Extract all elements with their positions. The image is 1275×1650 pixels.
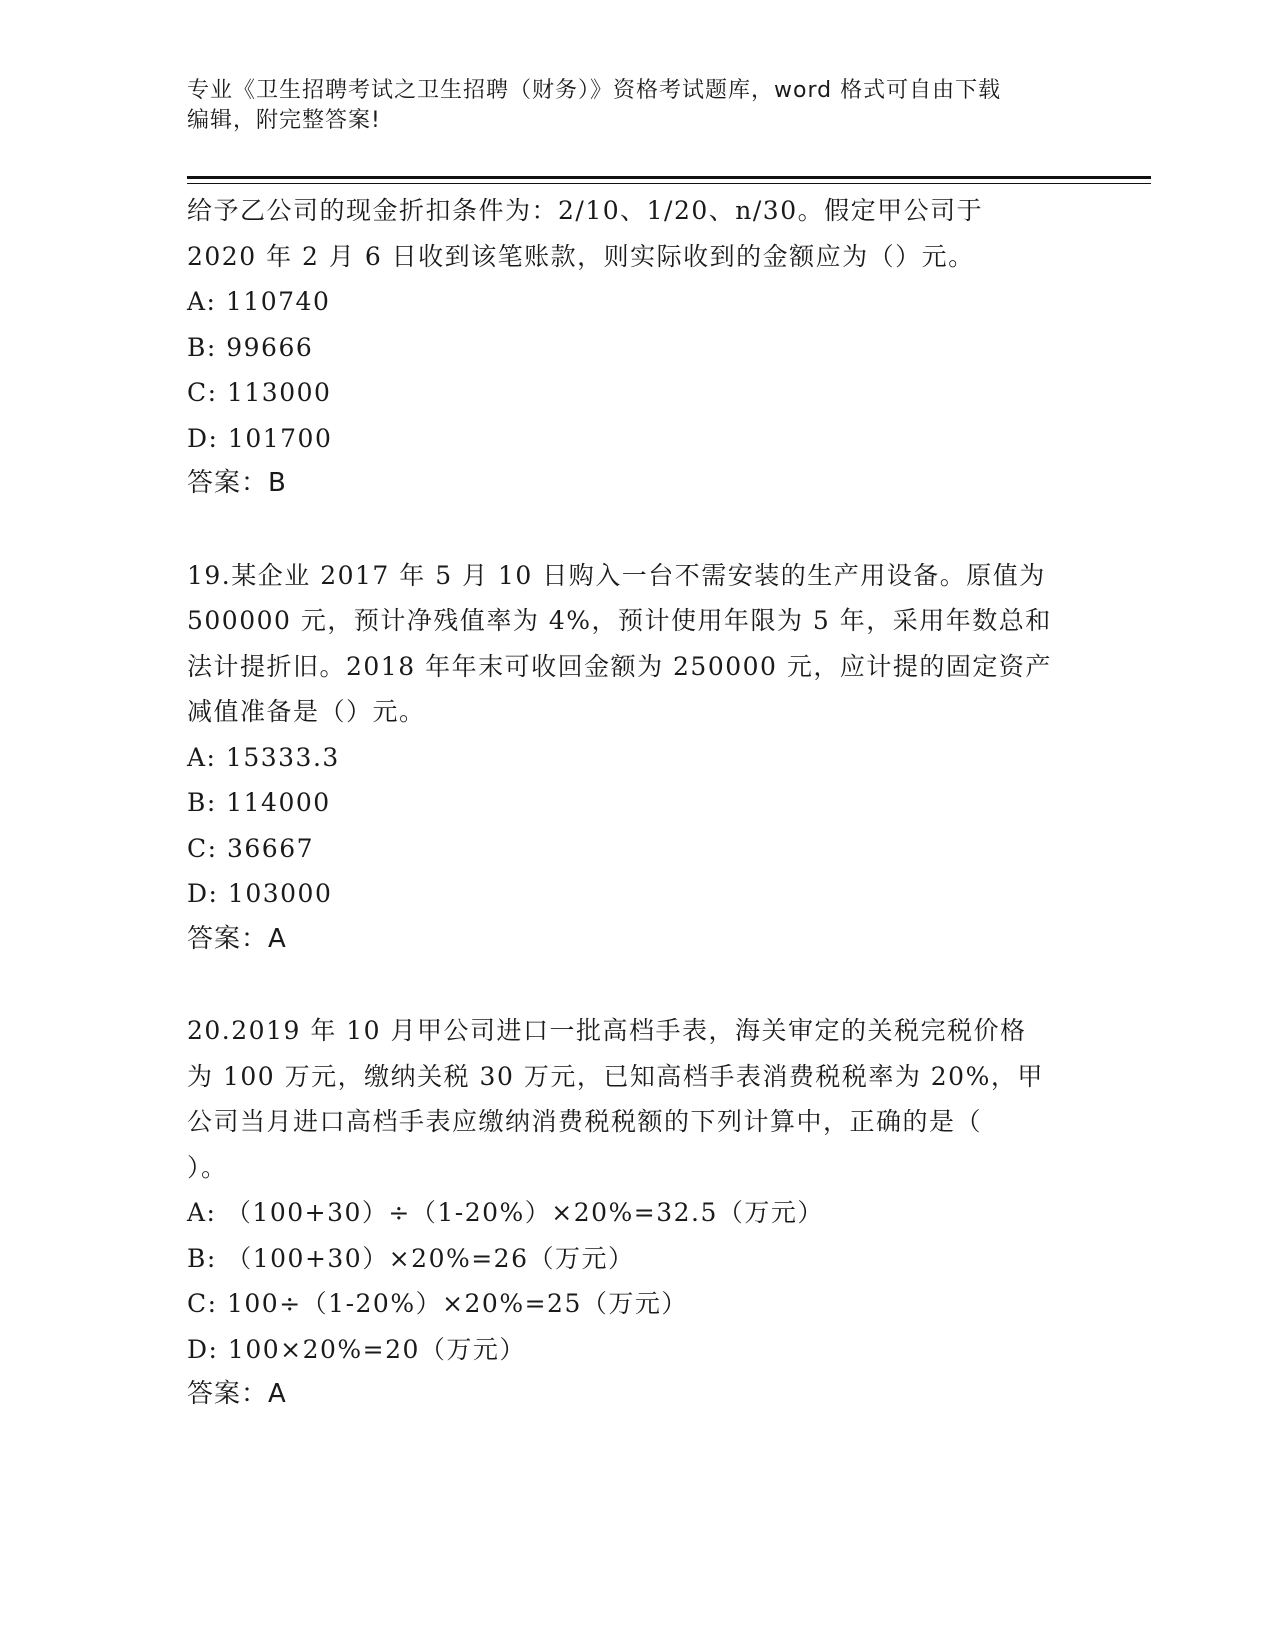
question-19 <box>187 553 1087 963</box>
header-title-line-2: 编辑，附完整答案! <box>187 108 381 133</box>
question-18 <box>187 188 1087 507</box>
question-stem-line: 给予乙公司的现金折扣条件为：2/10、1/20、n/30。假定甲公司于 <box>187 196 984 225</box>
option-c: C: 36667 <box>187 833 315 863</box>
question-stem-line: 法计提折旧。2018 年年末可收回金额为 250000 元，应计提的固定资产 <box>187 651 1052 681</box>
option-a: A: 15333.3 <box>187 742 340 772</box>
header-divider-thin <box>187 183 1151 184</box>
answer-line: 答案：A <box>187 1379 287 1409</box>
question-stem-line: 2020 年 2 月 6 日收到该笔账款，则实际收到的金额应为（）元。 <box>187 241 975 271</box>
document-header <box>187 76 1087 136</box>
question-stem-line: 公司当月进口高档手表应缴纳消费税税额的下列计算中，正确的是（ <box>187 1107 983 1136</box>
option-d: D: 100×20%=20（万元） <box>187 1334 526 1364</box>
header-title-line-1: 专业《卫生招聘考试之卫生招聘（财务）》资格考试题库，word 格式可自由下载 <box>187 78 1002 103</box>
question-spacer <box>187 507 1087 553</box>
question-stem-line: 减值准备是（）元。 <box>187 697 426 726</box>
header-divider-thick <box>187 176 1151 179</box>
option-d: D: 101700 <box>187 423 333 453</box>
question-stem-line: 19.某企业 2017 年 5 月 10 日购入一台不需安装的生产用设备。原值为 <box>187 560 1046 590</box>
option-d: D: 103000 <box>187 879 333 908</box>
option-b: B: 114000 <box>187 788 331 817</box>
question-stem-line: 500000 元，预计净残值率为 4%，预计使用年限为 5 年，采用年数总和 <box>187 606 1052 635</box>
answer-line: 答案：A <box>187 923 287 954</box>
option-a: A: 110740 <box>187 287 331 316</box>
question-20 <box>187 1008 1087 1418</box>
question-spacer <box>187 962 1087 1008</box>
option-b: B: 99666 <box>187 332 314 362</box>
question-stem-line: 20.2019 年 10 月甲公司进口一批高档手表，海关审定的关税完税价格 <box>187 1016 1027 1045</box>
question-list <box>187 188 1087 1418</box>
question-stem-line: ）。 <box>187 1152 228 1182</box>
option-b: B: （100+30）×20%=26（万元） <box>187 1243 635 1273</box>
option-a: A: （100+30）÷（1-20%）×20%=32.5（万元） <box>187 1198 824 1227</box>
answer-line: 答案：B <box>187 468 287 498</box>
option-c: C: 100÷（1-20%）×20%=25（万元） <box>187 1289 688 1318</box>
option-c: C: 113000 <box>187 378 332 407</box>
question-stem-line: 为 100 万元，缴纳关税 30 万元，已知高档手表消费税税率为 20%，甲 <box>187 1061 1044 1091</box>
